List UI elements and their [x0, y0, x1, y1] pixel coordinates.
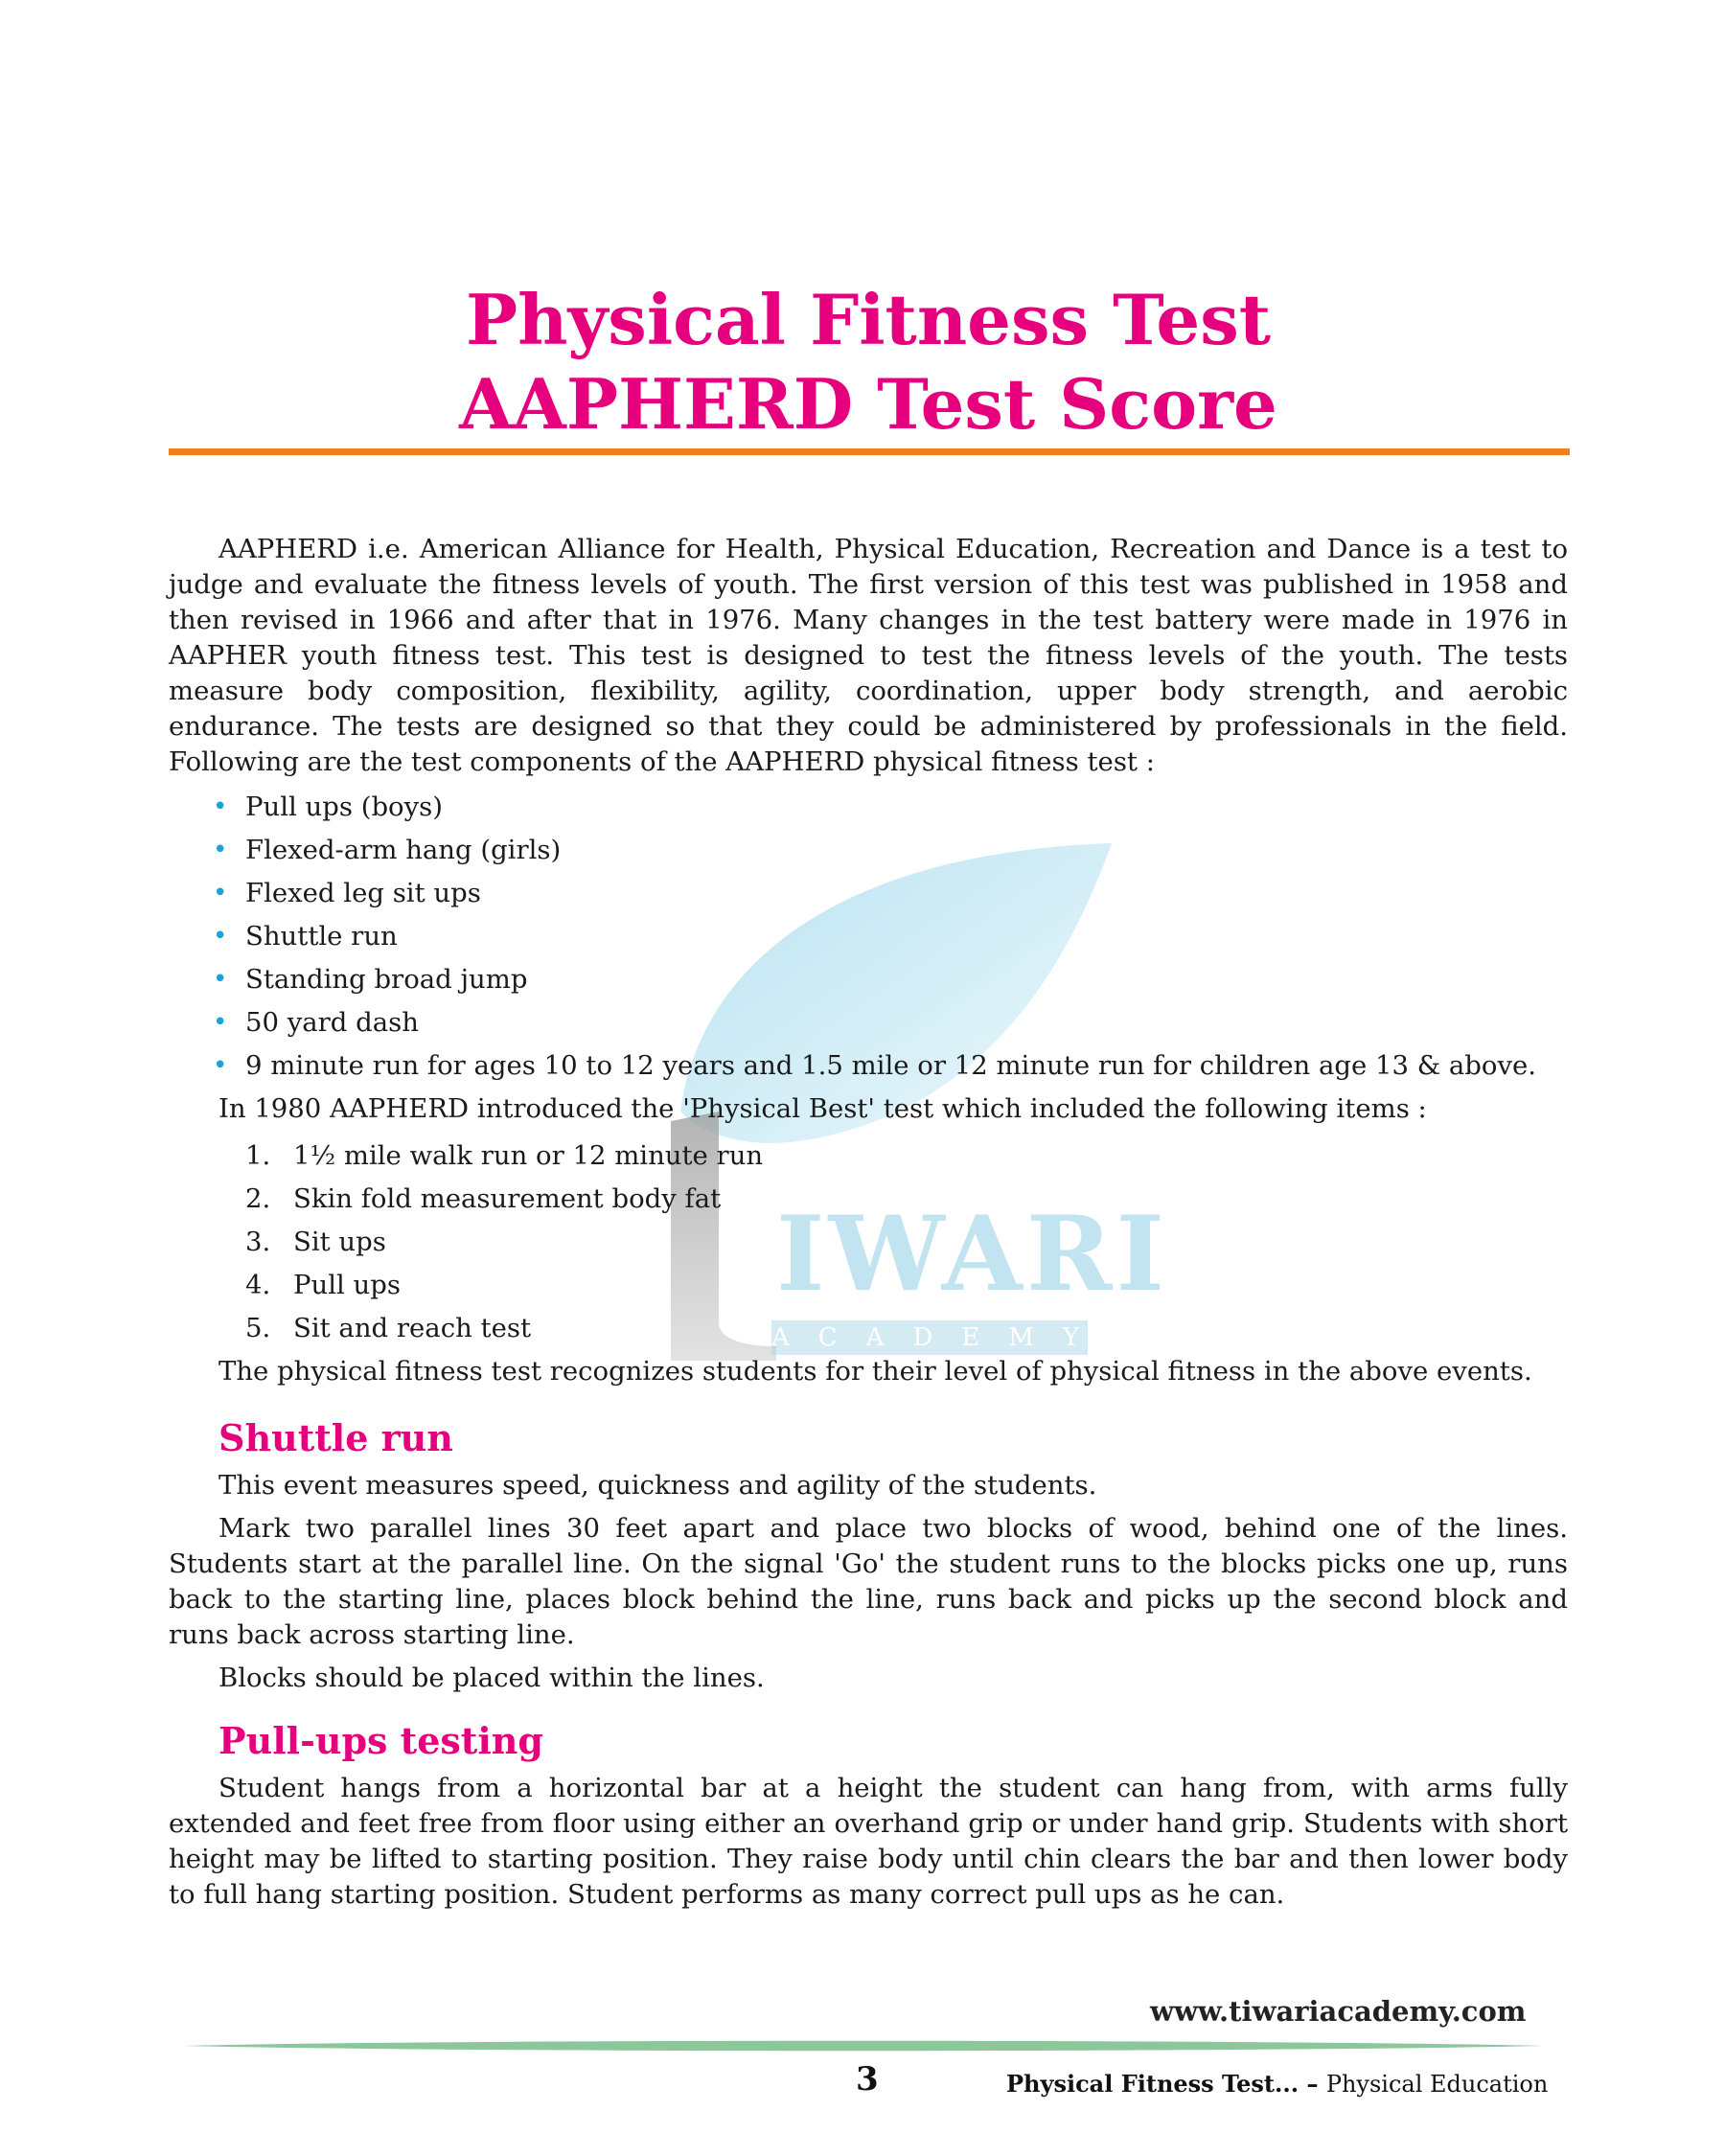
- bullet-icon: •: [213, 836, 228, 864]
- list-item: • Flexed-arm hang (girls): [213, 829, 1568, 872]
- list-item: • Shuttle run: [213, 915, 1568, 958]
- list-item: 1. 1½ mile walk run or 12 minute run: [245, 1140, 764, 1171]
- list-item: • Flexed leg sit ups: [213, 872, 1568, 915]
- watermark-subtext: ACADEMY: [771, 1320, 1088, 1355]
- shuttle-run-paragraph-1: This event measures speed, quickness and agility of the students.: [218, 1470, 1097, 1501]
- page-title-line1: Physical Fitness Test: [465, 279, 1272, 360]
- footer-chapter-title: [1006, 2070, 1548, 2098]
- physical-best-list: [169, 1135, 1568, 1350]
- page-title-line2: AAPHERD Test Score: [459, 363, 1277, 445]
- shuttle-run-paragraph-3: Blocks should be placed within the lines.: [218, 1663, 765, 1693]
- watermark-text: IWARI: [776, 1194, 1168, 1315]
- shuttle-run-heading: Shuttle run: [218, 1416, 453, 1459]
- footer-chapter: Physical Fitness Test...: [1006, 2070, 1300, 2098]
- bullet-icon: •: [213, 879, 228, 907]
- bullet-icon: •: [213, 1008, 228, 1037]
- footer-divider: [182, 2039, 1543, 2053]
- list-item: 5. Sit and reach test: [245, 1313, 532, 1343]
- title-block: [169, 278, 1568, 447]
- bullet-icon: •: [213, 1051, 228, 1080]
- pullups-heading: Pull-ups testing: [218, 1719, 543, 1762]
- footer-dash: –: [1299, 2070, 1326, 2098]
- pullups-paragraph: Student hangs from a horizontal bar at a height the student can hang from, with arms fully extended and feet free from floor using either an overhand grip or under hand grip. Students with short height may be lifted to starting position. They raise body until chin clears the bar and then lower body to full hang starting position. Student performs as many correct pull ups as he can.: [169, 1773, 1568, 1910]
- list-item: • Standing broad jump: [213, 958, 1568, 1001]
- bullet-icon: •: [213, 922, 228, 951]
- footer-subject: Physical Education: [1325, 2071, 1549, 2098]
- components-list: [169, 786, 1568, 1088]
- intro-paragraph: AAPHERD i.e. American Alliance for Health, Physical Education, Recreation and Dance is a test to judge and evaluate the fitness levels of youth. The first version of this test was published in 1958 and then revised in 1966 and after that in 1976. Many changes in the test battery were made in 1976 in AAPHER youth fitness test. This test is designed to test the fitness levels of the youth. The tests measure body composition, flexibility, agility, coordination, upper body strength, and aerobic endurance. The tests are designed so that they could be administered by professionals in the field. Following are the test components of the AAPHERD physical fitness test :: [169, 534, 1568, 777]
- shuttle-run-paragraph-2: Mark two parallel lines 30 feet apart and place two blocks of wood, behind one of the lines. Students start at the parallel line. On the signal 'Go' the student runs to the blocks picks one up, runs back to the starting line, places block behind the line, runs back and picks up the second block and runs back across starting line.: [169, 1513, 1568, 1650]
- physical-best-intro: In 1980 AAPHERD introduced the 'Physical Best' test which included the following items :: [218, 1093, 1427, 1124]
- list-item: 3. Sit ups: [245, 1227, 386, 1257]
- list-item: • 50 yard dash: [213, 1001, 1568, 1044]
- title-divider: [169, 448, 1570, 455]
- recognition-text: The physical fitness test recognizes students for their level of physical fitness in the above events.: [218, 1356, 1532, 1387]
- list-item: 4. Pull ups: [245, 1270, 401, 1300]
- list-item: 2. Skin fold measurement body fat: [245, 1183, 722, 1214]
- list-item: • Pull ups (boys): [213, 786, 1568, 829]
- page-number: 3: [856, 2060, 879, 2099]
- bullet-icon: •: [213, 965, 228, 994]
- main-body: [169, 532, 1568, 1913]
- list-item: • 9 minute run for ages 10 to 12 years and 1.5 mile or 12 minute run for children age 13 & above.: [213, 1044, 1568, 1088]
- bullet-icon: •: [213, 792, 228, 821]
- footer-website: www.tiwariacademy.com: [1150, 1995, 1527, 2028]
